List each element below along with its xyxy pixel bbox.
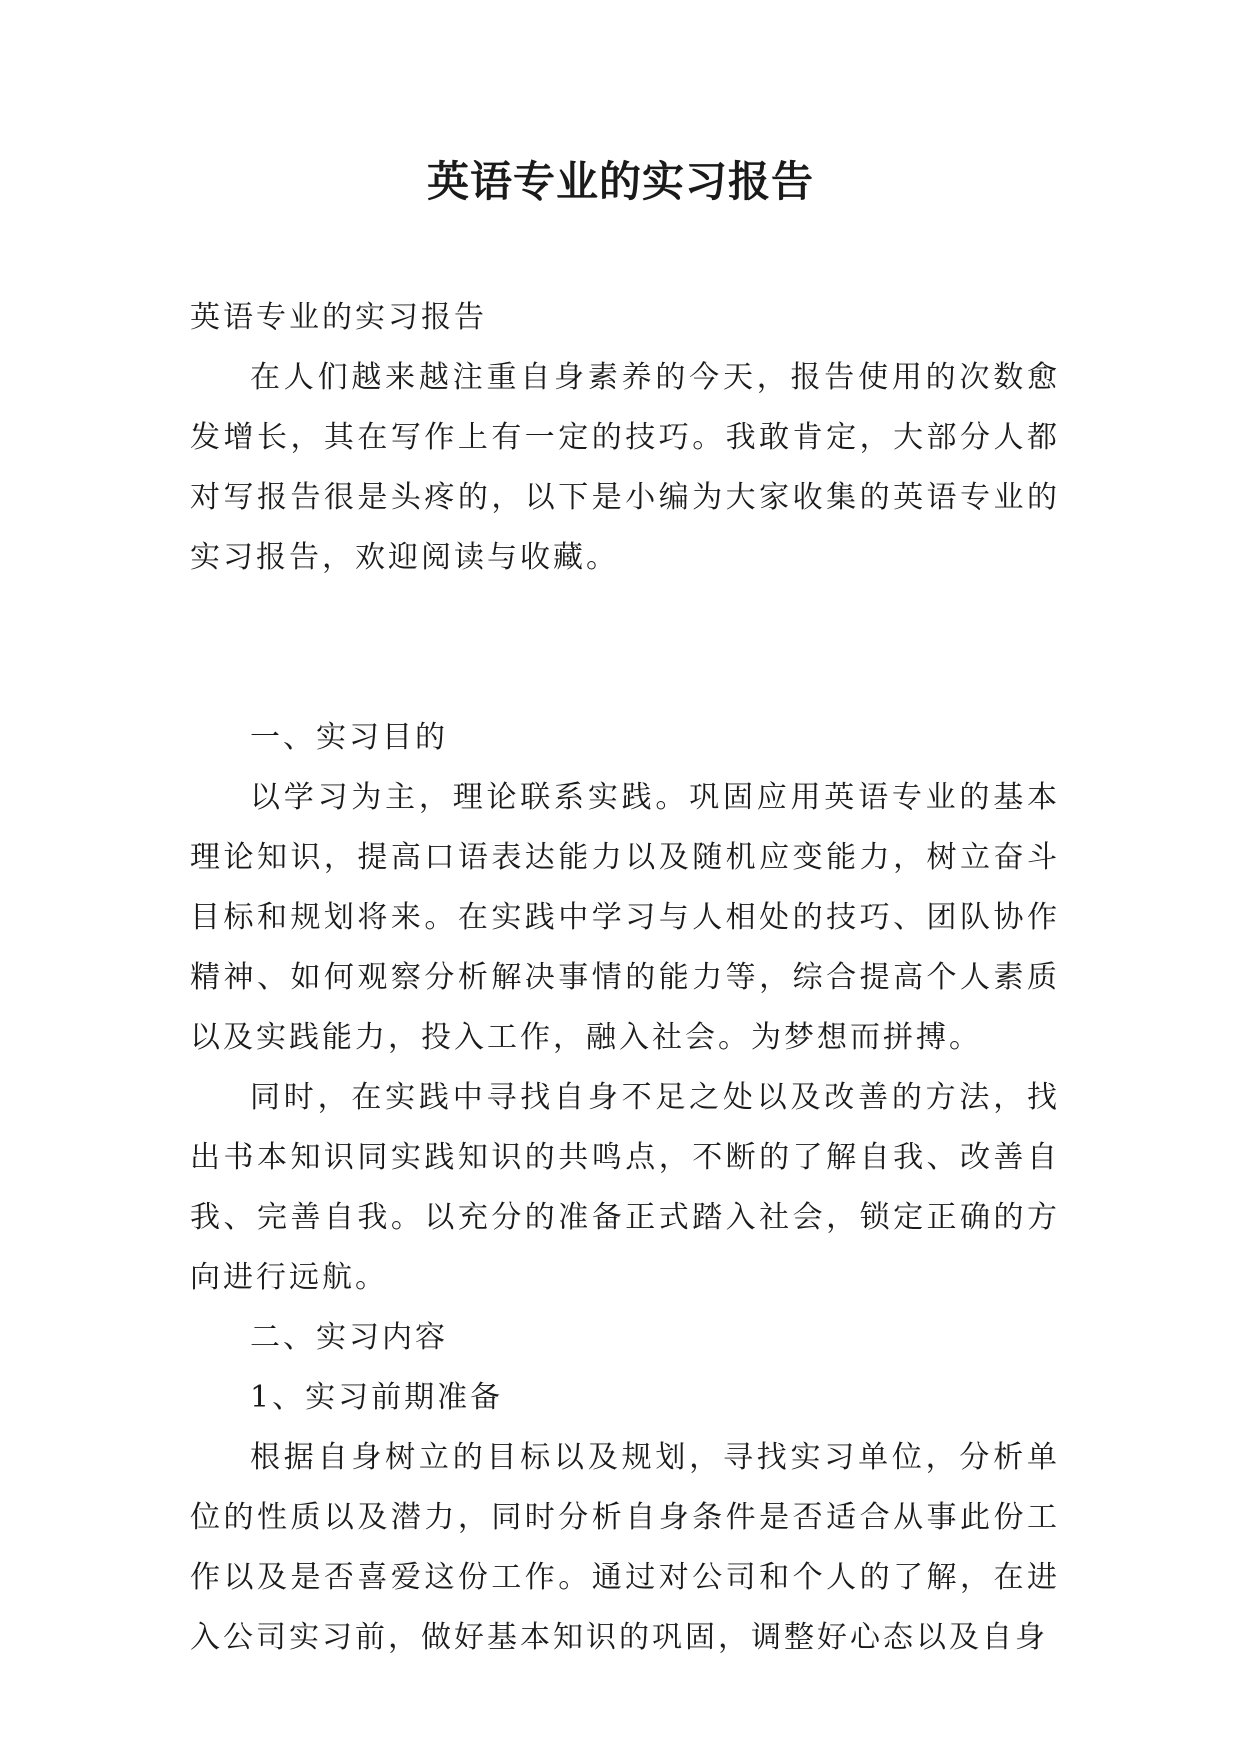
- subsection-heading-preparation: 1、实习前期准备: [250, 1380, 504, 1415]
- intro-paragraph: 在人们越来越注重自身素养的今天，报告使用的次数愈发增长，其在写作上有一定的技巧。我敢肯定，大部分人都对写报告很是头疼的，以下是小编为大家收集的英语专业的实习报告，欢迎阅读与收藏。: [190, 360, 1060, 575]
- document-subtitle: 英语专业的实习报告: [190, 300, 487, 335]
- preparation-paragraph: 根据自身树立的目标以及规划，寻找实习单位，分析单位的性质以及潜力，同时分析自身条件是否适合从事此份工作以及是否喜爱这份工作。通过对公司和个人的了解，在进入公司实习前，做好基本知识的巩固，调整好心态以及自身: [190, 1440, 1060, 1655]
- document-body: [190, 288, 1060, 1668]
- document-title: 英语专业的实习报告: [426, 157, 814, 206]
- paragraph-spacer: [190, 588, 1060, 708]
- purpose-paragraph-2: 同时，在实践中寻找自身不足之处以及改善的方法，找出书本知识同实践知识的共鸣点，不断的了解自我、改善自我、完善自我。以充分的准备正式踏入社会，锁定正确的方向进行远航。: [190, 1080, 1060, 1295]
- section-heading-content: 二、实习内容: [250, 1320, 448, 1355]
- section-heading-purpose: 一、实习目的: [250, 720, 448, 755]
- purpose-paragraph-1: 以学习为主，理论联系实践。巩固应用英语专业的基本理论知识，提高口语表达能力以及随机应变能力，树立奋斗目标和规划将来。在实践中学习与人相处的技巧、团队协作精神、如何观察分析解决事情的能力等，综合提高个人素质以及实践能力，投入工作，融入社会。为梦想而拼搏。: [190, 780, 1060, 1055]
